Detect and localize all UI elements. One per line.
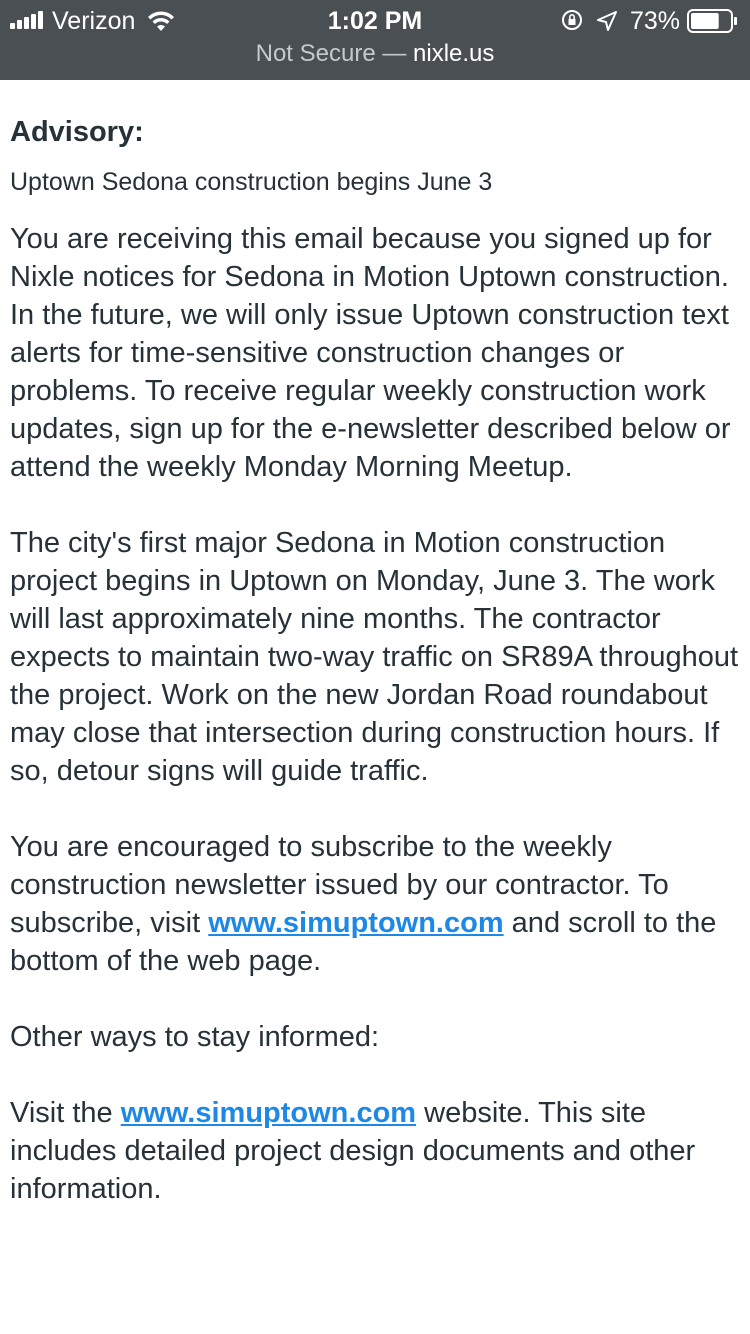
simuptown-link[interactable]: www.simuptown.com xyxy=(208,907,504,939)
paragraph-project-details: The city's first major Sedona in Motion construction project begins in Uptown on Monday, June 3. The work will last approximately nine months. The contractor expects to maintain two-way traffic on SR89A throughout the project. Work on the new Jordan Road roundabout may close that intersection during construction hours. If so, detour signs will guide traffic. xyxy=(10,527,739,787)
carrier-name: Verizon xyxy=(52,7,136,35)
website-text-after: website. This site includes detailed project design documents and other information. xyxy=(10,1097,696,1205)
url-domain: nixle.us xyxy=(413,40,495,67)
battery-icon xyxy=(687,8,739,34)
security-label: Not Secure xyxy=(255,40,376,67)
paragraph-newsletter xyxy=(10,828,745,980)
battery-percentage: 73% xyxy=(630,7,681,35)
simuptown-website-link[interactable]: www.simuptown.com xyxy=(120,1097,417,1129)
alert-subject: Uptown Sedona construction begins June 3 xyxy=(10,168,493,196)
clock: 1:02 PM xyxy=(327,7,423,35)
advisory-heading: Advisory: xyxy=(10,116,144,148)
message-body xyxy=(10,110,745,1208)
url-separator: — xyxy=(382,40,407,67)
orientation-lock-icon xyxy=(561,9,583,31)
location-arrow-icon xyxy=(596,10,618,32)
status-bar xyxy=(0,0,750,40)
browser-top-bar xyxy=(0,0,750,80)
website-text-before: Visit the xyxy=(10,1097,121,1129)
paragraph-other-ways: Other ways to stay informed: xyxy=(10,1021,380,1053)
paragraph-website xyxy=(10,1094,745,1208)
newsletter-text-after: and scroll to the bottom of the web page. xyxy=(10,907,717,977)
paragraph-signup-notice: You are receiving this email because you signed up for Nixle notices for Sedona in Motion Uptown construction. In the future, we will only issue Uptown construction text alerts for time-sensitive construction changes or problems. To receive regular weekly construction work updates, sign up for the e-newsletter described below or attend the weekly Monday Morning Meetup. xyxy=(10,223,731,483)
address-bar[interactable] xyxy=(0,40,750,70)
newsletter-text-before: You are encouraged to subscribe to the weekly construction newsletter issued by our contractor. To subscribe, visit xyxy=(10,831,669,939)
